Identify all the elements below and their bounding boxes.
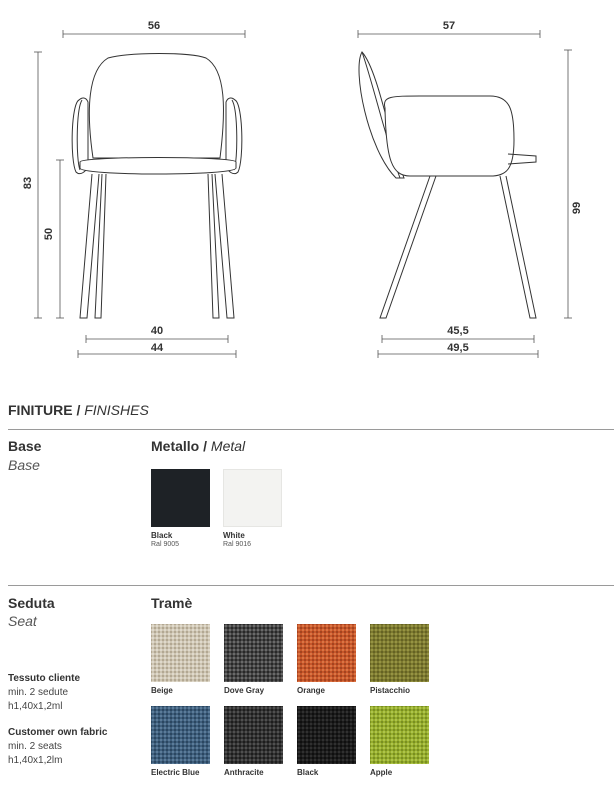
swatch-fabric-beige[interactable] bbox=[151, 624, 210, 682]
base-label-it: Base bbox=[8, 438, 42, 454]
seat-label-en: Seat bbox=[8, 613, 37, 629]
finishes-title-it: FINITURE bbox=[8, 402, 73, 418]
dim-front-width: 56 bbox=[147, 20, 161, 32]
swatch-name: Anthracite bbox=[224, 768, 264, 777]
side-view-chair bbox=[359, 52, 536, 318]
note-en-line2: h1,40x1,2lm bbox=[8, 755, 63, 766]
swatch-fabric-electric-blue[interactable] bbox=[151, 706, 210, 764]
base-group-title bbox=[151, 438, 245, 454]
dim-side-base-depth: 49,5 bbox=[447, 342, 469, 354]
swatch-name: Black bbox=[151, 531, 173, 540]
chair-technical-drawing bbox=[0, 0, 614, 370]
seat-group-title: Tramè bbox=[151, 595, 193, 611]
swatch-base-white[interactable] bbox=[223, 469, 282, 527]
swatch-name: Electric Blue bbox=[151, 768, 200, 777]
base-group-en: Metal bbox=[210, 438, 246, 454]
note-it-line2: h1,40x1,2ml bbox=[8, 701, 63, 712]
swatch-fabric-black[interactable] bbox=[297, 706, 356, 764]
swatch-code: Ral 9005 bbox=[151, 541, 180, 548]
swatch-fabric-apple[interactable] bbox=[370, 706, 429, 764]
divider bbox=[8, 429, 614, 430]
base-group-it: Metallo bbox=[151, 438, 200, 454]
dim-side-height: 99 bbox=[571, 201, 583, 215]
dim-front-base-width: 44 bbox=[150, 342, 164, 354]
divider bbox=[8, 585, 614, 586]
swatch-name: Orange bbox=[297, 686, 326, 695]
note-it-title: Tessuto cliente bbox=[8, 673, 81, 684]
base-group-sep: / bbox=[199, 438, 211, 454]
swatch-name: White bbox=[223, 531, 245, 540]
base-label-en: Base bbox=[8, 457, 40, 473]
note-en-line1: min. 2 seats bbox=[8, 741, 62, 752]
note-en-title: Customer own fabric bbox=[8, 727, 108, 738]
swatch-fabric-pistacchio[interactable] bbox=[370, 624, 429, 682]
front-view-chair bbox=[72, 54, 242, 319]
dim-front-inner-width: 40 bbox=[150, 325, 164, 337]
dim-side-depth: 57 bbox=[442, 20, 456, 32]
swatch-fabric-anthracite[interactable] bbox=[224, 706, 283, 764]
dim-front-total-height: 83 bbox=[22, 176, 34, 190]
finishes-title-en: FINISHES bbox=[84, 402, 149, 418]
swatch-fabric-orange[interactable] bbox=[297, 624, 356, 682]
dim-front-seat-height: 50 bbox=[43, 227, 55, 241]
dim-side-inner-depth: 45,5 bbox=[447, 325, 469, 337]
swatch-name: Beige bbox=[151, 686, 173, 695]
note-it-line1: min. 2 sedute bbox=[8, 687, 69, 698]
swatch-name: Apple bbox=[370, 768, 393, 777]
seat-label-it: Seduta bbox=[8, 595, 55, 611]
swatch-name: Pistacchio bbox=[370, 686, 411, 695]
swatch-code: Ral 9016 bbox=[223, 541, 252, 548]
swatch-name: Dove Gray bbox=[224, 686, 265, 695]
swatch-base-black[interactable] bbox=[151, 469, 210, 527]
swatch-name: Black bbox=[297, 768, 319, 777]
finishes-title-sep: / bbox=[72, 402, 85, 418]
swatch-fabric-dove-gray[interactable] bbox=[224, 624, 283, 682]
finishes-title bbox=[8, 402, 149, 418]
